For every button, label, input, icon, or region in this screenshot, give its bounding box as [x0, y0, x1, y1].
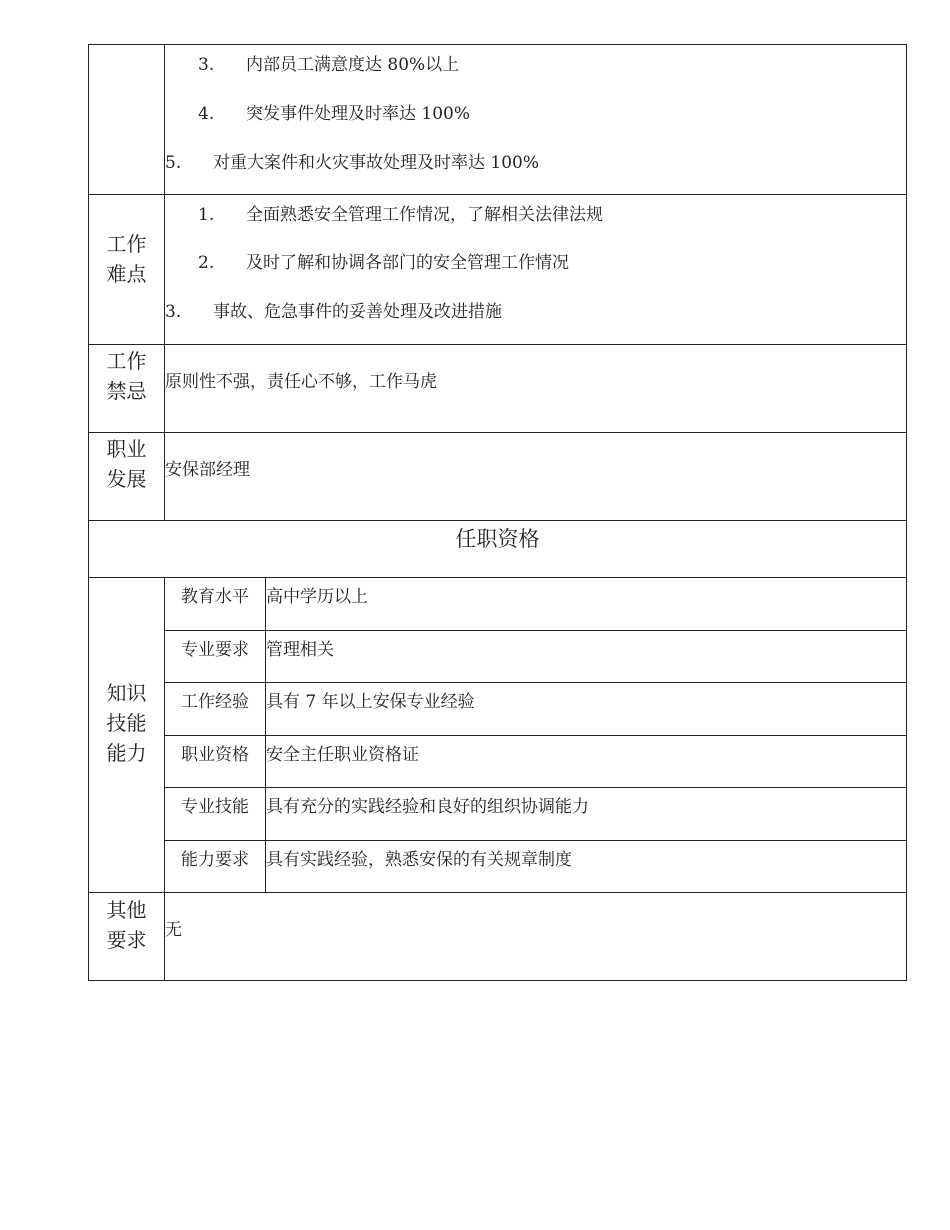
taboo-label: 工作 禁忌	[89, 345, 165, 432]
kpi-content-cell	[165, 45, 906, 194]
difficulty-content	[165, 195, 906, 344]
taboo-content: 原则性不强，责任心不够，工作马虎	[165, 372, 437, 392]
table-row: 专业技能 具有充分的实践经验和良好的组织协调能力	[165, 788, 906, 841]
list-item: 5. 对重大案件和火灾事故处理及时率达 100%	[165, 153, 540, 173]
other-content: 无	[165, 920, 182, 940]
list-item: 1. 全面熟悉安全管理工作情况，了解相关法律法规	[198, 205, 603, 225]
list-item: 2. 及时了解和协调各部门的安全管理工作情况	[198, 253, 569, 273]
table-row: 职业资格 安全主任职业资格证	[165, 736, 906, 788]
taboo-row	[88, 345, 907, 433]
kpi-label-cell	[89, 45, 165, 194]
knowledge-label: 知识 技能 能力	[89, 578, 165, 892]
table-row: 能力要求 具有实践经验，熟悉安保的有关规章制度	[165, 841, 906, 893]
list-item: 4. 突发事件处理及时率达 100%	[198, 104, 471, 124]
table-row: 专业要求 管理相关	[165, 631, 906, 683]
list-item: 3. 事故、危急事件的妥善处理及改进措施	[165, 302, 502, 322]
difficulty-label: 工作 难点	[89, 195, 165, 344]
section-title: 任职资格	[88, 521, 907, 578]
kpi-continuation-row	[88, 44, 907, 195]
other-row	[88, 893, 907, 981]
career-content: 安保部经理	[165, 460, 250, 480]
difficulty-row	[88, 195, 907, 345]
job-description-table	[88, 44, 907, 981]
other-label: 其他 要求	[89, 893, 165, 980]
table-row: 教育水平 高中学历以上	[165, 578, 906, 631]
list-item: 3. 内部员工满意度达 80%以上	[198, 55, 460, 75]
table-row: 工作经验 具有 7 年以上安保专业经验	[165, 683, 906, 736]
knowledge-row	[88, 578, 907, 893]
career-row	[88, 433, 907, 521]
career-label: 职业 发展	[89, 433, 165, 520]
